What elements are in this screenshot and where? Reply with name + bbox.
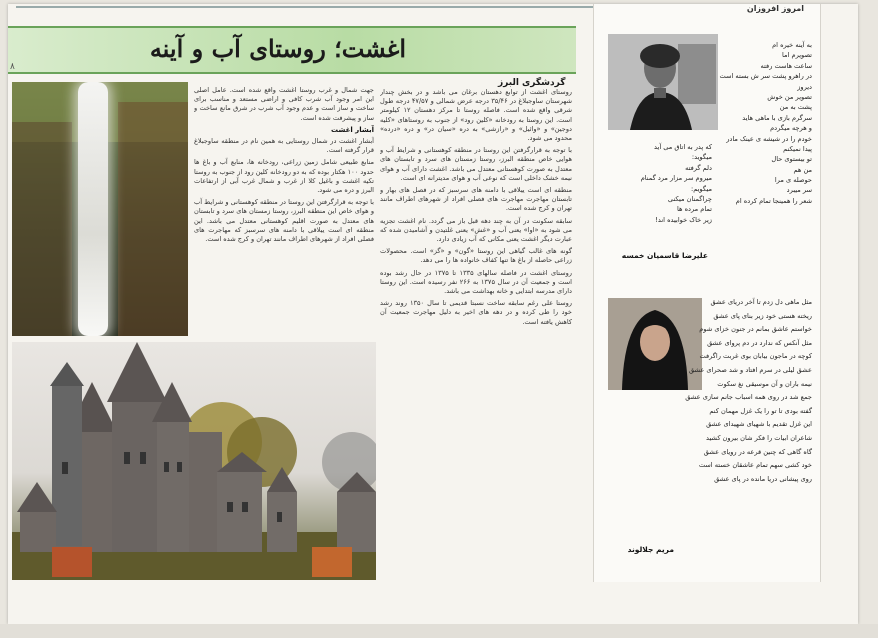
paragraph: آبشار اغشت در شمال روستایی به همین نام در منطقه ساوجبلاغ قرار گرفته است. [194,137,374,155]
paragraph: جهت شمال و غرب روستا اغشت واقع شده است. عامل اصلی این امر وجود آب شرب کافی و اراضی مستعد و مناسب برای ساخت و ساز است و عدم وجود آب شرب در شرق مانع ساخت و ساز و پیشرفت شده است. [194,86,374,122]
poem-line: دیروز [797,82,812,91]
page-number: ۸ [10,62,15,72]
poem-line: نیمه باران و آن موسیقی نغ سکوت [717,379,812,388]
paragraph: با توجه به قرارگرفتن این روستا در منطقه کوهستانی و شرایط آب و هوای خاص این منطقه البرز، روستا زمستان های سرد و تابستان های معتدل به صورت اقلیم کوهستانی معتدل می باشد. این منطقه ای است ییلاقی با دامنه های سرسبز که مهاجرت های فصلی افراد از شهرهای اطراف مانند تهران و کرج شده است. [194,198,374,244]
poem-line: این غزل تقدیم با شهیای شهیدای عشق [706,420,812,429]
paragraph: با توجه به قرارگرفتن این روستا در منطقه کوهستانی و شرایط آب و هوایی خاص منطقه البرز، روستا زمستان های سرد و تابستان های معتدل به صورت کوهستانی معتدل می باشد. اغشت دارای آب و هوای نیمه خشک داخلی است که نوعی آب و هوای مدیترانه ای است. [380,146,572,182]
poem-list-3 [685,296,812,486]
poem-list-2 [641,142,712,225]
poem-line: کوچه در ماجون بیابان بوی غربت راگرفت [699,352,812,361]
poem-line: گاه گاهی که چنین قرعه در رویای عشق [703,447,812,456]
poem-line: در راهرو پشت سر ش بسته است [719,72,812,81]
poem-line: به آینه خیره ام [772,41,812,49]
paragraph: منطقه ای است ییلاقی با دامنه های سرسبز که در فصل های بهار و تابستان مهاجرت مهاجرت های فصلی افراد از شهرهای اطراف مانند تهران و کرج شده است. [380,186,572,213]
poem-line: که پدر به اتاق می آید [654,143,712,151]
poem-line: تصویرم اما [782,51,812,60]
poem-line: زیر خاک خوابیده اند! [655,215,712,224]
poem-line: دلم گرفته [685,163,712,172]
sidebar-title: امروز افروزان [746,4,804,13]
poetry-sidebar [593,4,821,582]
article-byline: گردشگری البرز [498,78,566,88]
article-column-middle [194,86,374,336]
newspaper-page [8,4,858,624]
poet-name-1: علیرضا قاسمیان خمسه [621,251,708,260]
title-banner [8,26,576,74]
poem-line: ریخته هستی خود زیر بنای پای عشق [713,311,812,320]
scan-edge [0,624,878,638]
poem-line: میگوید: [691,153,712,162]
poem-line: شاعران ابیات را فکر شان بیرون کشید [705,433,812,442]
poem-line: پیدا نمیکنم [783,144,812,153]
poem-line: پشت به من [779,103,812,112]
paragraph: روستای اغشت در فاصله سالهای ۱۳۳۵ تا ۱۳۷۵ در حال رشد بوده است و جمعیت آن در سال ۱۳۷۵ به ۲۶۶ نفر رسیده است. این روستا دارای مدرسه ابتدایی و خانه بهداشت می باشد. [380,268,572,296]
section-heading: آبشار اغشت [331,125,374,134]
rock-right [118,102,188,336]
poem-line: من هم [793,165,812,174]
castle-photo [12,342,376,580]
rock-left [12,122,72,336]
poem-line: سرگرم بازی با ماهی هاید [742,113,812,122]
poem-line: گفته بودی تا تو را یک غزل مهمان کنم [709,406,812,415]
paragraph: گونه های غالب گیاهی این روستا «گون» و «گز» است. محصولات زراعی حاصله از باغ ها تنها کفاف خانواده ها را می دهد. [380,247,572,265]
poem-line: و هرچه میگردم [770,124,812,133]
article-title: اغشت؛ روستای آب و آینه [149,34,406,63]
poem-line: میگویم: [690,184,712,193]
paragraph: روستای اغشت از توابع دهستان برغان می باشد و در بخش چندار شهرستان ساوجبلاغ در ۳۵/۴۶ درجه عرض شمالی و ۴۷/۵۷ درجه طول شرقی واقع شده است. فاصله روستا تا مرکز دهستان ۱۲ کیلومتر است. این روستا به رودخانه «کلین رود» از جنوب به روستاهای «کلیه دوجین» و «وائیل» و «رازشی» به دره «سیان در» و دره «درده» محدود می شود. [380,88,572,143]
paragraph: منابع طبیعی شامل زمین زراعی، رودخانه ها، منابع آب و باغ ها حدود ۱۰۰ هکتار بوده که به دو رودخانه کلین رود از جنوب به روستا تکیه اغشت و باغیل کلا از غرب و شمال غرب آبی از ارتفاعات البرز و دره می شود. [194,158,374,195]
poem-line: مثل آنکس که ندارد در دم پروای عشق [707,338,812,347]
poem-line: روی پیشانی دریا مانده در پای عشق [714,474,812,483]
paragraph: سابقه سکونت در آن به چند دهه قبل باز می گردد. نام اغشت تجزیه می شود به «اوا» یعنی آب و «غش» یعنی غلتیدن و آشامیدن شده که عبارت دیگر اغشت یعنی مکانی که آب زیادی دارد. [380,216,572,244]
poet-photo-man [608,34,718,130]
poem-line: خود کشی سهم تمام عاشقان خسته است [698,461,812,470]
poem-line: جمع شد در روی همه اسباب جانم سازی عشق [685,393,812,402]
poem-line: مثل ماهی دل زدم تا آخر دریای عشق [710,298,812,306]
poem-line: عشق لیلی در سرم افتاد و شد صحرای عشق [688,365,812,374]
waterfall-photo [12,82,188,336]
top-rule [16,6,608,8]
poem-line: تصویر من خوش [767,92,812,101]
poem-line: ساعت هاست رفته [760,61,812,70]
poet-name-2: مریم جلالوند [627,545,674,554]
poem-line: خودم را در شیشه ی عینک مادر [726,134,812,143]
waterfall-stream [78,82,108,336]
poem-line: شعر را همینجا تمام کرده ام [735,196,812,205]
poem-line: سر میبرد [786,186,812,195]
poem-list-1 [720,40,813,206]
poem-line: تو بیستوی حال [771,155,812,164]
article-column-right [380,88,572,593]
poem-line: حوصله ی مرا [774,176,812,185]
poem-line: چراگمنان میکنی [667,194,712,203]
paragraph: روستا علی رغم سابقه ساخت نسبتا قدیمی تا سال ۱۳۵۰ روند رشد خود را طی کرده و در دهه های اخیر به دلیل مهاجرت جمعیت آن کاهش یافته است. [380,299,572,326]
poem-line: خواستم عاشق بمانم در جنون خزای شوم [699,325,812,334]
poem-line: میروم سر مزار مرد گمنام [640,174,712,183]
poem-line: تمام مرده ها [677,205,712,214]
